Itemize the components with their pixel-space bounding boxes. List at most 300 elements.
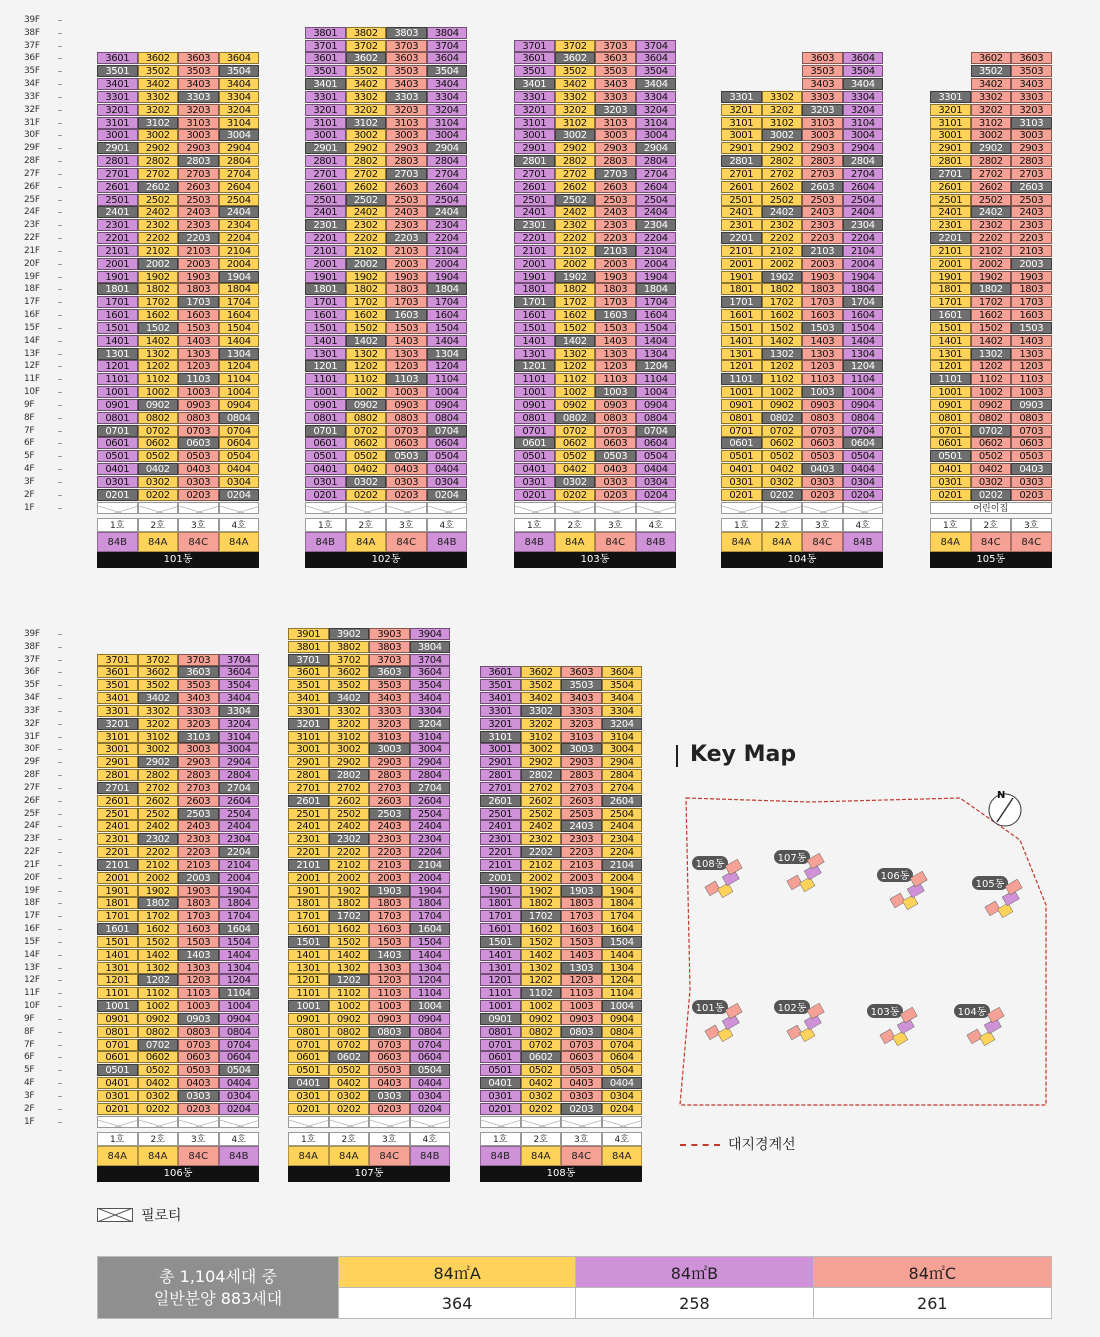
unit-cell: 1304 [410, 962, 451, 974]
unit-cell: 1901 [514, 271, 555, 283]
unit-cell: 0303 [178, 476, 219, 488]
unit-cell: 2801 [514, 155, 555, 167]
floor-label: 39F [24, 629, 40, 639]
unit-cell: 2603 [178, 181, 219, 193]
type-a-count: 364 [339, 1288, 576, 1319]
floor-tick [58, 354, 62, 355]
unit-cell: 2404 [602, 820, 643, 832]
unit-cell: 3304 [602, 705, 643, 717]
unit-cell: 1903 [386, 271, 427, 283]
floor-tick [58, 405, 62, 406]
floor-label: 27F [24, 168, 40, 179]
floor-label: 37F [24, 40, 40, 51]
floor-label: 31F [24, 731, 40, 742]
unit-cell: 0204 [427, 489, 468, 501]
unit-cell: 1901 [288, 885, 329, 897]
floor-label: 11F [24, 988, 40, 999]
unit-cell: 2003 [802, 258, 843, 270]
unit-cell: 0604 [602, 1051, 643, 1063]
unit-cell: 0901 [480, 1013, 521, 1025]
floor-label: 2F [24, 1103, 35, 1114]
unit-cell: 2502 [971, 194, 1012, 206]
unit-type-label: 84C [595, 532, 636, 552]
unit-cell: 2902 [521, 756, 562, 768]
unit-cell: 0602 [138, 437, 179, 449]
unit-cell: 1102 [138, 373, 179, 385]
unit-cell: 0201 [288, 1103, 329, 1115]
unit-cell: 2702 [329, 782, 370, 794]
unit-cell: 2101 [288, 859, 329, 871]
summary-label [98, 1257, 339, 1319]
unit-cell: 3204 [843, 104, 884, 116]
unit-cell: 1501 [930, 322, 971, 334]
unit-cell: 1402 [971, 335, 1012, 347]
unit-cell: 2002 [762, 258, 803, 270]
unit-cell: 3004 [219, 743, 260, 755]
unit-cell: 1102 [762, 373, 803, 385]
unit-cell: 2102 [762, 245, 803, 257]
unit-cell: 2102 [521, 859, 562, 871]
unit-cell: 2501 [721, 194, 762, 206]
unit-cell: 0304 [219, 1090, 260, 1102]
unit-cell: 0302 [762, 476, 803, 488]
unit-cell: 1203 [802, 360, 843, 372]
unit-cell: 2801 [721, 155, 762, 167]
unit-cell: 0301 [97, 476, 138, 488]
unit-cell: 0201 [721, 489, 762, 501]
unit-type-label: 84B [97, 532, 138, 552]
unit-cell: 1901 [721, 271, 762, 283]
unit-cell: 0204 [843, 489, 884, 501]
unit-cell: 1602 [762, 309, 803, 321]
unit-cell: 3202 [762, 104, 803, 116]
unit-cell: 1503 [1011, 322, 1052, 334]
unit-cell: 1902 [329, 885, 370, 897]
unit-cell: 3201 [288, 718, 329, 730]
unit-cell: 1802 [138, 283, 179, 295]
unit-cell: 2101 [97, 859, 138, 871]
piloti-cell [843, 502, 884, 514]
floor-tick [58, 929, 62, 930]
unit-cell: 0203 [802, 489, 843, 501]
unit-cell: 0201 [930, 489, 971, 501]
unit-cell: 1801 [305, 283, 346, 295]
unit-number-label: 2호 [329, 1132, 370, 1146]
unit-type-label: 84C [386, 532, 427, 552]
unit-cell: 3303 [178, 705, 219, 717]
unit-cell: 3701 [288, 654, 329, 666]
unit-cell: 3302 [762, 91, 803, 103]
unit-cell: 1201 [97, 360, 138, 372]
floor-label: 21F [24, 245, 40, 256]
unit-cell: 2803 [802, 155, 843, 167]
unit-cell: 1904 [602, 885, 643, 897]
unit-cell: 2102 [138, 859, 179, 871]
floor-tick [58, 955, 62, 956]
unit-cell: 1104 [636, 373, 677, 385]
unit-cell: 0902 [971, 399, 1012, 411]
unit-cell: 1401 [305, 335, 346, 347]
unit-cell: 1501 [97, 322, 138, 334]
piloti-cell [346, 502, 387, 514]
unit-cell: 2501 [930, 194, 971, 206]
unit-cell: 1801 [97, 897, 138, 909]
unit-cell: 1902 [555, 271, 596, 283]
unit-cell: 0702 [971, 425, 1012, 437]
unit-cell: 3004 [410, 743, 451, 755]
unit-cell: 3003 [178, 743, 219, 755]
floor-label: 29F [24, 143, 40, 154]
unit-cell: 3504 [219, 679, 260, 691]
unit-cell: 2204 [636, 232, 677, 244]
unit-cell: 2503 [802, 194, 843, 206]
unit-cell: 2401 [288, 820, 329, 832]
unit-cell: 1402 [329, 949, 370, 961]
unit-cell: 0803 [595, 412, 636, 424]
floor-label: 20F [24, 258, 40, 269]
unit-number-label: 4호 [427, 518, 468, 532]
unit-cell: 0302 [138, 476, 179, 488]
unit-cell: 3704 [427, 40, 468, 52]
unit-cell: 3802 [346, 27, 387, 39]
unit-cell: 0402 [555, 463, 596, 475]
unit-cell: 3503 [561, 679, 602, 691]
unit-cell: 1004 [427, 386, 468, 398]
unit-cell: 1402 [138, 335, 179, 347]
unit-cell: 1003 [369, 1000, 410, 1012]
unit-cell: 2104 [602, 859, 643, 871]
unit-number-label: 2호 [555, 518, 596, 532]
unit-cell: 1801 [930, 283, 971, 295]
unit-cell: 1901 [305, 271, 346, 283]
unit-cell: 3403 [561, 692, 602, 704]
floor-tick [58, 916, 62, 917]
floor-label: 7F [24, 425, 35, 436]
unit-cell: 0704 [636, 425, 677, 437]
unit-cell: 3103 [595, 117, 636, 129]
floor-label: 17F [24, 911, 40, 922]
unit-cell: 3003 [369, 743, 410, 755]
unit-type-label: 84C [1011, 532, 1052, 552]
unit-cell: 1503 [178, 322, 219, 334]
unit-cell: 0301 [288, 1090, 329, 1102]
unit-cell: 1203 [178, 360, 219, 372]
unit-cell: 0601 [514, 437, 555, 449]
unit-cell: 3204 [602, 718, 643, 730]
floor-tick [58, 1032, 62, 1033]
unit-cell: 0602 [138, 1051, 179, 1063]
unit-cell: 0801 [305, 412, 346, 424]
unit-cell: 1202 [138, 360, 179, 372]
floor-tick [58, 110, 62, 111]
unit-cell: 0204 [636, 489, 677, 501]
unit-number-label: 4호 [410, 1132, 451, 1146]
unit-cell: 1403 [178, 949, 219, 961]
unit-cell: 1702 [329, 910, 370, 922]
type-c-count: 261 [813, 1288, 1051, 1319]
unit-cell: 2101 [480, 859, 521, 871]
unit-cell: 3103 [1011, 117, 1052, 129]
unit-cell: 2401 [514, 206, 555, 218]
unit-cell: 0501 [480, 1064, 521, 1076]
unit-cell: 1403 [369, 949, 410, 961]
unit-cell: 2902 [346, 142, 387, 154]
floor-tick [58, 225, 62, 226]
unit-type-label: 84A [521, 1146, 562, 1166]
unit-cell: 2503 [178, 194, 219, 206]
unit-cell: 1303 [178, 348, 219, 360]
unit-cell: 0303 [802, 476, 843, 488]
unit-cell: 1302 [971, 348, 1012, 360]
unit-cell: 1702 [346, 296, 387, 308]
unit-cell: 1202 [346, 360, 387, 372]
unit-cell: 1301 [97, 962, 138, 974]
unit-cell: 0801 [97, 412, 138, 424]
unit-cell: 3103 [802, 117, 843, 129]
unit-cell: 1803 [178, 897, 219, 909]
unit-cell: 3803 [369, 641, 410, 653]
unit-cell: 0804 [636, 412, 677, 424]
unit-cell: 2302 [138, 219, 179, 231]
unit-cell: 3002 [971, 129, 1012, 141]
unit-cell: 1303 [1011, 348, 1052, 360]
unit-cell: 3302 [138, 705, 179, 717]
unit-cell: 0601 [305, 437, 346, 449]
unit-cell: 3403 [595, 78, 636, 90]
unit-cell: 2903 [369, 756, 410, 768]
unit-cell: 1804 [843, 283, 884, 295]
unit-cell: 3201 [480, 718, 521, 730]
floor-label: 6F [24, 438, 35, 449]
floor-tick [58, 71, 62, 72]
unit-cell: 1103 [595, 373, 636, 385]
unit-cell: 3401 [514, 78, 555, 90]
unit-cell: 1104 [410, 987, 451, 999]
unit-type-label: 84C [178, 532, 219, 552]
unit-cell: 2601 [721, 181, 762, 193]
unit-cell: 0504 [602, 1064, 643, 1076]
unit-cell: 1004 [219, 1000, 260, 1012]
unit-cell: 0304 [219, 476, 260, 488]
unit-cell: 3202 [346, 104, 387, 116]
unit-cell: 1604 [602, 923, 643, 935]
unit-cell: 1902 [346, 271, 387, 283]
unit-cell: 3301 [721, 91, 762, 103]
unit-cell: 2901 [288, 756, 329, 768]
unit-cell: 0603 [178, 1051, 219, 1063]
unit-cell: 1002 [138, 1000, 179, 1012]
unit-cell: 1201 [480, 974, 521, 986]
floor-tick [58, 289, 62, 290]
unit-cell: 0301 [305, 476, 346, 488]
unit-cell: 1504 [410, 936, 451, 948]
unit-cell: 3204 [636, 104, 677, 116]
unit-cell: 0701 [97, 425, 138, 437]
unit-cell: 3603 [595, 52, 636, 64]
unit-cell: 1404 [427, 335, 468, 347]
unit-cell: 1103 [561, 987, 602, 999]
unit-cell: 3001 [97, 129, 138, 141]
unit-cell: 2704 [219, 168, 260, 180]
unit-cell: 0701 [930, 425, 971, 437]
unit-cell: 1001 [721, 386, 762, 398]
unit-type-label: 84A [97, 1146, 138, 1166]
unit-cell: 1402 [762, 335, 803, 347]
unit-cell: 2803 [386, 155, 427, 167]
unit-cell: 1102 [138, 987, 179, 999]
unit-cell: 2204 [410, 846, 451, 858]
unit-cell: 2604 [636, 181, 677, 193]
unit-cell: 0803 [178, 412, 219, 424]
unit-cell: 3503 [1011, 65, 1052, 77]
unit-cell: 3303 [178, 91, 219, 103]
unit-cell: 2901 [930, 142, 971, 154]
unit-cell: 0501 [288, 1064, 329, 1076]
unit-cell: 2202 [521, 846, 562, 858]
unit-cell: 1904 [843, 271, 884, 283]
unit-cell: 3304 [843, 91, 884, 103]
unit-cell: 3503 [386, 65, 427, 77]
unit-cell: 0202 [971, 489, 1012, 501]
unit-cell: 3503 [802, 65, 843, 77]
floor-label: 24F [24, 207, 40, 218]
unit-cell: 0604 [410, 1051, 451, 1063]
unit-cell: 3403 [178, 692, 219, 704]
unit-cell: 1301 [97, 348, 138, 360]
unit-cell: 0702 [762, 425, 803, 437]
unit-cell: 1903 [178, 885, 219, 897]
unit-cell: 1502 [138, 322, 179, 334]
unit-cell: 0403 [802, 463, 843, 475]
unit-cell: 0604 [636, 437, 677, 449]
unit-cell: 0504 [410, 1064, 451, 1076]
unit-cell: 2704 [427, 168, 468, 180]
keymap-building-label: 101동 [695, 1003, 725, 1014]
unit-cell: 0501 [930, 450, 971, 462]
unit-type-label: 84B [219, 1146, 260, 1166]
unit-number-label: 3호 [1011, 518, 1052, 532]
unit-cell: 3202 [138, 104, 179, 116]
unit-cell: 3204 [219, 104, 260, 116]
unit-cell: 0603 [1011, 437, 1052, 449]
unit-cell: 2503 [1011, 194, 1052, 206]
unit-cell: 1904 [636, 271, 677, 283]
unit-cell: 1204 [410, 974, 451, 986]
unit-cell: 2504 [219, 194, 260, 206]
unit-cell: 3404 [602, 692, 643, 704]
unit-cell: 1401 [514, 335, 555, 347]
unit-cell: 0503 [178, 450, 219, 462]
unit-cell: 2203 [178, 846, 219, 858]
unit-cell: 0503 [561, 1064, 602, 1076]
unit-number-label: 3호 [178, 1132, 219, 1146]
unit-cell: 0704 [843, 425, 884, 437]
floor-tick [58, 97, 62, 98]
unit-cell: 2801 [930, 155, 971, 167]
unit-cell: 2301 [480, 833, 521, 845]
unit-cell: 1203 [386, 360, 427, 372]
unit-cell: 2502 [555, 194, 596, 206]
floor-label: 16F [24, 310, 40, 321]
unit-cell: 0502 [138, 1064, 179, 1076]
unit-cell: 0302 [138, 1090, 179, 1102]
keymap-building-label: 107동 [777, 853, 807, 864]
unit-cell: 1101 [97, 987, 138, 999]
unit-cell: 2003 [1011, 258, 1052, 270]
unit-cell: 2201 [305, 232, 346, 244]
piloti-cell [97, 502, 138, 514]
unit-cell: 3404 [219, 78, 260, 90]
unit-cell: 3302 [346, 91, 387, 103]
keymap-building-label: 105동 [975, 879, 1005, 890]
unit-cell: 0203 [369, 1103, 410, 1115]
unit-cell: 2402 [138, 820, 179, 832]
unit-cell: 3201 [97, 104, 138, 116]
unit-cell: 3103 [369, 731, 410, 743]
unit-cell: 3001 [97, 743, 138, 755]
floor-tick [58, 264, 62, 265]
unit-cell: 2702 [762, 168, 803, 180]
unit-number-label: 2호 [521, 1132, 562, 1146]
unit-cell: 1503 [561, 936, 602, 948]
unit-cell: 1401 [930, 335, 971, 347]
unit-cell: 3403 [178, 78, 219, 90]
unit-cell: 1304 [427, 348, 468, 360]
unit-cell: 1902 [762, 271, 803, 283]
unit-cell: 0202 [762, 489, 803, 501]
unit-cell: 2303 [561, 833, 602, 845]
unit-cell: 1004 [602, 1000, 643, 1012]
unit-cell: 2901 [480, 756, 521, 768]
unit-cell: 0203 [1011, 489, 1052, 501]
unit-cell: 2301 [97, 219, 138, 231]
unit-cell: 0704 [219, 1039, 260, 1051]
unit-number-label: 1호 [305, 518, 346, 532]
unit-cell: 0402 [971, 463, 1012, 475]
unit-cell: 3702 [346, 40, 387, 52]
unit-cell: 1201 [288, 974, 329, 986]
unit-cell: 3603 [1011, 52, 1052, 64]
unit-cell: 1401 [721, 335, 762, 347]
floor-label: 3F [24, 476, 35, 487]
unit-number-label: 3호 [178, 518, 219, 532]
unit-cell: 3201 [97, 718, 138, 730]
unit-cell: 0701 [514, 425, 555, 437]
unit-cell: 3203 [178, 104, 219, 116]
unit-cell: 3701 [305, 40, 346, 52]
unit-cell: 0803 [386, 412, 427, 424]
floor-label: 18F [24, 284, 40, 295]
unit-cell: 1604 [843, 309, 884, 321]
floor-tick [58, 801, 62, 802]
unit-cell: 2803 [178, 155, 219, 167]
floor-label: 37F [24, 654, 40, 665]
unit-cell: 1603 [386, 309, 427, 321]
unit-cell: 3303 [802, 91, 843, 103]
unit-cell: 2401 [97, 206, 138, 218]
unit-cell: 1302 [555, 348, 596, 360]
unit-cell: 2101 [721, 245, 762, 257]
unit-cell: 1303 [595, 348, 636, 360]
unit-cell: 0201 [305, 489, 346, 501]
unit-cell: 2604 [410, 795, 451, 807]
unit-cell: 3202 [138, 718, 179, 730]
unit-cell: 2902 [138, 142, 179, 154]
unit-cell: 3302 [521, 705, 562, 717]
unit-cell: 2201 [514, 232, 555, 244]
floor-tick [58, 482, 62, 483]
unit-cell: 1101 [930, 373, 971, 385]
